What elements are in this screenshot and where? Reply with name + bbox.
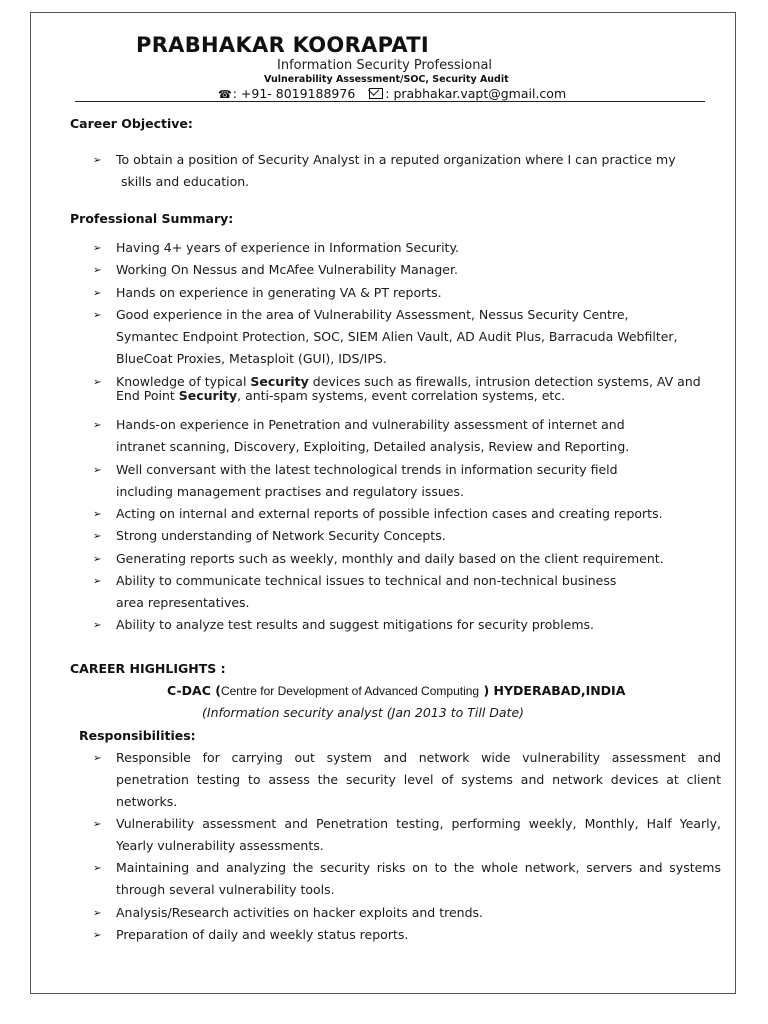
bullet-icon: ➢ — [93, 863, 102, 874]
summary-item: Strong understanding of Network Security Concepts. — [116, 528, 446, 543]
bullet-icon: ➢ — [93, 819, 102, 830]
bullet-icon: ➢ — [93, 288, 102, 299]
summary-item: Working On Nessus and McAfee Vulnerability Manager. — [116, 262, 458, 277]
responsibility-item-cont: networks. — [116, 794, 178, 809]
bullet-icon: ➢ — [93, 620, 102, 631]
responsibilities-heading: Responsibilities: — [79, 728, 196, 743]
professional-title: Information Security Professional — [277, 58, 493, 73]
bullet-icon: ➢ — [93, 908, 102, 919]
bullet-icon: ➢ — [93, 509, 102, 520]
responsibility-item: Maintaining and analyzing the security risks on to the whole network, servers and systems — [116, 860, 721, 875]
objective-line-1: To obtain a position of Security Analyst in a reputed organization where I can practice my — [116, 152, 676, 167]
objective-line-2: skills and education. — [121, 174, 250, 189]
bullet-icon: ➢ — [93, 753, 102, 764]
summary-item-cont: Symantec Endpoint Protection, SOC, SIEM Alien Vault, AD Audit Plus, Barracuda Webfilter, — [116, 329, 678, 344]
responsibility-item: Vulnerability assessment and Penetration testing, performing weekly, Monthly, Half Yearly, — [116, 816, 721, 831]
bullet-icon: ➢ — [93, 554, 102, 565]
summary-item-cont: End Point Security, anti-spam systems, event correlation systems, etc. — [116, 388, 566, 403]
responsibility-item-cont: penetration testing to assess the security level of systems and network devices at client — [116, 772, 721, 787]
bullet-icon: ➢ — [93, 265, 102, 276]
bullet-icon: ➢ — [93, 465, 102, 476]
summary-item-cont: area representatives. — [116, 595, 250, 610]
bullet-icon: ➢ — [93, 243, 102, 254]
summary-item: Having 4+ years of experience in Information Security. — [116, 240, 460, 255]
bullet-icon: ➢ — [93, 420, 102, 431]
summary-item-cont: BlueCoat Proxies, Metasploit (GUI), IDS/IPS. — [116, 351, 387, 366]
summary-item: Ability to communicate technical issues to technical and non-technical business — [116, 573, 617, 588]
bullet-icon: ➢ — [93, 377, 102, 388]
summary-item: Good experience in the area of Vulnerability Assessment, Nessus Security Centre, — [116, 307, 629, 322]
summary-item: Well conversant with the latest technological trends in information security field — [116, 462, 618, 477]
summary-item: Acting on internal and external reports of possible infection cases and creating reports. — [116, 506, 663, 521]
specialties: Vulnerability Assessment/SOC, Security Audit — [264, 74, 509, 85]
summary-item-cont: including management practises and regulatory issues. — [116, 484, 464, 499]
role-line: (Information security analyst (Jan 2013 to Till Date) — [202, 705, 525, 720]
contact-line — [218, 86, 566, 101]
summary-item: Generating reports such as weekly, monthly and daily based on the client requirement. — [116, 551, 664, 566]
career-objective-heading: Career Objective: — [70, 116, 193, 131]
professional-summary-heading: Professional Summary: — [70, 211, 234, 226]
candidate-name: PRABHAKAR KOORAPATI — [136, 33, 430, 57]
phone-number: : +91- 8019188976 — [232, 86, 356, 101]
responsibility-item: Responsible for carrying out system and network wide vulnerability assessment and — [116, 750, 721, 765]
bullet-icon: ➢ — [93, 531, 102, 542]
bullet-icon: ➢ — [93, 310, 102, 321]
bullet-icon: ➢ — [93, 576, 102, 587]
summary-item: Knowledge of typical Security devices such as firewalls, intrusion detection systems, AV and — [116, 374, 701, 389]
bullet-icon: ➢ — [93, 930, 102, 941]
email-address: : prabhakar.vapt@gmail.com — [385, 86, 567, 101]
responsibility-item-cont: through several vulnerability tools. — [116, 882, 335, 897]
summary-item-cont: intranet scanning, Discovery, Exploiting, Detailed analysis, Review and Reporting. — [116, 439, 630, 454]
phone-icon: ☎ — [218, 88, 232, 101]
summary-item: Hands-on experience in Penetration and vulnerability assessment of internet and — [116, 417, 625, 432]
email-icon — [369, 88, 383, 99]
responsibility-item: Analysis/Research activities on hacker exploits and trends. — [116, 905, 484, 920]
summary-item: Ability to analyze test results and suggest mitigations for security problems. — [116, 617, 595, 632]
summary-item: Hands on experience in generating VA & PT reports. — [116, 285, 442, 300]
responsibility-item-cont: Yearly vulnerability assessments. — [116, 838, 324, 853]
responsibility-item: Preparation of daily and weekly status reports. — [116, 927, 409, 942]
bullet-icon: ➢ — [93, 155, 102, 166]
employer-line: C-DAC (Centre for Development of Advanced Computing ) HYDERABAD,INDIA — [167, 683, 626, 698]
career-highlights-heading: CAREER HIGHLIGHTS : — [70, 661, 226, 676]
header-divider — [75, 101, 705, 102]
